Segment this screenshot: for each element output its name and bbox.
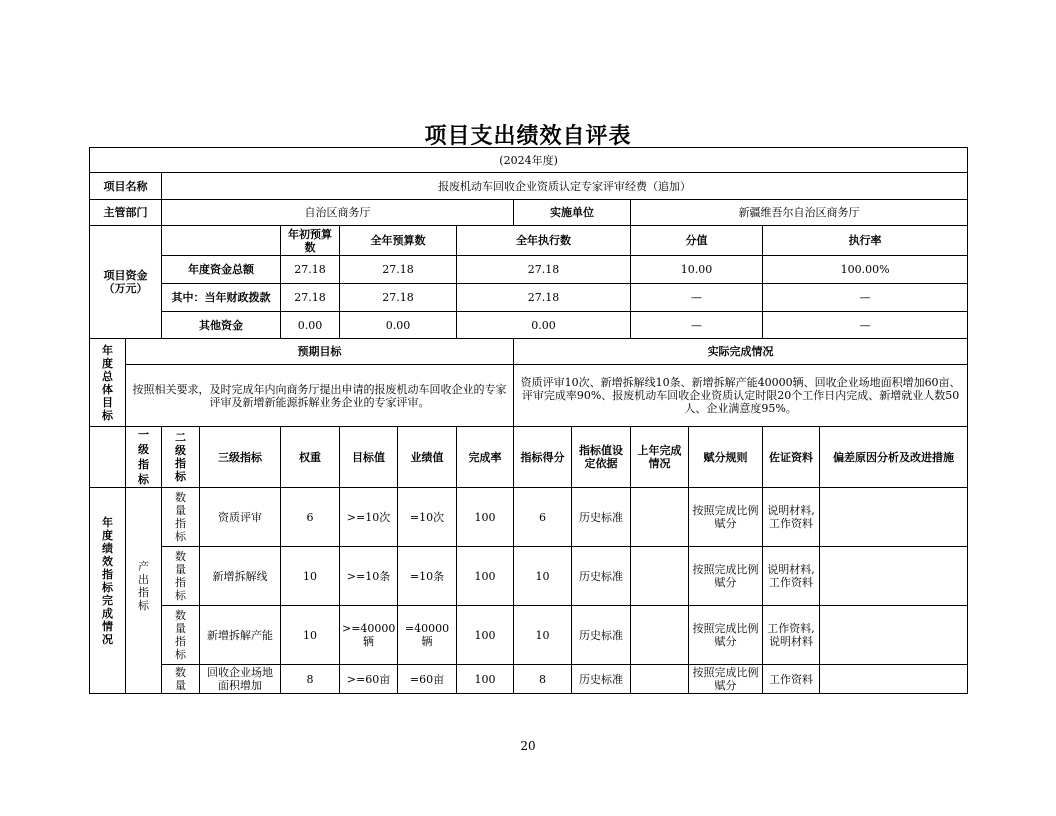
actual-completion-header: 实际完成情况 (514, 339, 968, 365)
indicator-header-level1: 一 级 指 标 (126, 427, 162, 488)
indicator-evidence: 工作资料,说明材料 (763, 606, 820, 665)
implementing-unit-value: 新疆维吾尔自治区商务厅 (631, 200, 968, 226)
funds-row-label: 其中：当年财政拨款 (162, 284, 281, 312)
indicator-basis: 历史标准 (572, 488, 631, 547)
annual-overall-goal-label: 年 度 总 体 目 标 (90, 339, 126, 427)
funds-cell: 10.00 (631, 256, 763, 284)
indicator-last-year (631, 606, 689, 665)
funds-cell: 0.00 (340, 312, 457, 339)
indicator-last-year (631, 665, 689, 694)
indicator-header-actual: 业绩值 (398, 427, 457, 488)
indicator-weight: 10 (281, 547, 340, 606)
indicator-actual: =60亩 (398, 665, 457, 694)
page-number: 20 (520, 739, 536, 753)
funds-cell: 0.00 (457, 312, 631, 339)
indicator-deviation (820, 547, 968, 606)
indicator-header-blank (90, 427, 126, 488)
indicator-header-last-year: 上年完成情况 (631, 427, 689, 488)
funds-cell: 100.00% (763, 256, 968, 284)
output-indicator-label: 产 出 指 标 (126, 488, 162, 694)
indicator-rule: 按照完成比例赋分 (689, 665, 763, 694)
funds-header-annual-execution: 全年执行数 (457, 226, 631, 256)
funds-row-label: 年度资金总额 (162, 256, 281, 284)
project-funds-label: 项目资金 （万元） (90, 226, 162, 339)
indicator-header-rate: 完成率 (457, 427, 514, 488)
indicator-target: >=10条 (340, 547, 398, 606)
supervising-dept-label: 主管部门 (90, 200, 162, 226)
level2-indicator: 数 量 指 标 (162, 488, 200, 547)
indicator-rule: 按照完成比例赋分 (689, 488, 763, 547)
indicator-weight: 10 (281, 606, 340, 665)
level2-indicator: 数 量 指 标 (162, 547, 200, 606)
indicator-actual: =40000辆 (398, 606, 457, 665)
indicator-header-deviation: 偏差原因分析及改进措施 (820, 427, 968, 488)
indicator-rule: 按照完成比例赋分 (689, 547, 763, 606)
indicator-header-rule: 赋分规则 (689, 427, 763, 488)
indicator-actual: =10次 (398, 488, 457, 547)
funds-cell: 0.00 (281, 312, 340, 339)
funds-header-score-value: 分值 (631, 226, 763, 256)
funds-header-initial-budget: 年初预算数 (281, 226, 340, 256)
indicator-score: 10 (514, 606, 572, 665)
indicator-header-evidence: 佐证资料 (763, 427, 820, 488)
indicator-target: >=60亩 (340, 665, 398, 694)
indicator-basis: 历史标准 (572, 606, 631, 665)
funds-cell: — (631, 284, 763, 312)
annual-indicators-label: 年 度 绩 效 指 标 完 成 情 况 (90, 488, 126, 694)
indicator-weight: 6 (281, 488, 340, 547)
indicator-header-target: 目标值 (340, 427, 398, 488)
level2-indicator: 数 量 指 标 (162, 606, 200, 665)
indicator-score: 6 (514, 488, 572, 547)
indicator-actual: =10条 (398, 547, 457, 606)
indicator-last-year (631, 488, 689, 547)
funds-cell: — (763, 284, 968, 312)
funds-header-annual-budget: 全年预算数 (340, 226, 457, 256)
funds-header-blank (162, 226, 281, 256)
project-name-label: 项目名称 (90, 173, 162, 200)
indicator-last-year (631, 547, 689, 606)
funds-cell: 27.18 (340, 256, 457, 284)
funds-cell: 27.18 (281, 256, 340, 284)
indicator-header-level2: 二 级 指 标 (162, 427, 200, 488)
indicator-basis: 历史标准 (572, 665, 631, 694)
level2-indicator: 数 量 (162, 665, 200, 694)
indicator-header-weight: 权重 (281, 427, 340, 488)
indicator-score: 8 (514, 665, 572, 694)
indicator-target: >=10次 (340, 488, 398, 547)
project-name-value: 报废机动车回收企业资质认定专家评审经费（追加） (162, 173, 968, 200)
implementing-unit-label: 实施单位 (514, 200, 631, 226)
year-cell: (2024年度) (90, 148, 968, 173)
actual-completion-text: 资质评审10次、新增拆解线10条、新增拆解产能40000辆、回收企业场地面积增加60亩、评审完成率90%、报废机动车回收企业资质认定时限20个工作日内完成、新增就业人数50人、企业满意度95%。 (514, 365, 968, 427)
self-evaluation-table (89, 147, 968, 694)
funds-cell: 27.18 (457, 256, 631, 284)
funds-cell: — (631, 312, 763, 339)
indicator-rule: 按照完成比例赋分 (689, 606, 763, 665)
indicator-evidence: 工作资料 (763, 665, 820, 694)
indicator-deviation (820, 665, 968, 694)
indicator-evidence: 说明材料,工作资料 (763, 547, 820, 606)
indicator-deviation (820, 488, 968, 547)
indicator-header-score: 指标得分 (514, 427, 572, 488)
expected-goal-text: 按照相关要求，及时完成年内向商务厅提出申请的报废机动车回收企业的专家评审及新增新能源拆解业务企业的专家评审。 (126, 365, 514, 427)
indicator-weight: 8 (281, 665, 340, 694)
funds-row-label: 其他资金 (162, 312, 281, 339)
expected-goal-header: 预期目标 (126, 339, 514, 365)
funds-cell: 27.18 (457, 284, 631, 312)
level3-indicator: 新增拆解产能 (200, 606, 281, 665)
indicator-rate: 100 (457, 665, 514, 694)
level3-indicator: 资质评审 (200, 488, 281, 547)
indicator-score: 10 (514, 547, 572, 606)
indicator-evidence: 说明材料,工作资料 (763, 488, 820, 547)
funds-cell: — (763, 312, 968, 339)
funds-header-execution-rate: 执行率 (763, 226, 968, 256)
indicator-header-basis: 指标值设定依据 (572, 427, 631, 488)
indicator-rate: 100 (457, 488, 514, 547)
indicator-deviation (820, 606, 968, 665)
indicator-target: >=40000辆 (340, 606, 398, 665)
indicator-header-level3: 三级指标 (200, 427, 281, 488)
page-title: 项目支出绩效自评表 (424, 123, 632, 149)
level3-indicator: 回收企业场地面积增加 (200, 665, 281, 694)
supervising-dept-value: 自治区商务厅 (162, 200, 514, 226)
indicator-rate: 100 (457, 606, 514, 665)
indicator-basis: 历史标准 (572, 547, 631, 606)
level3-indicator: 新增拆解线 (200, 547, 281, 606)
funds-cell: 27.18 (281, 284, 340, 312)
indicator-rate: 100 (457, 547, 514, 606)
funds-cell: 27.18 (340, 284, 457, 312)
